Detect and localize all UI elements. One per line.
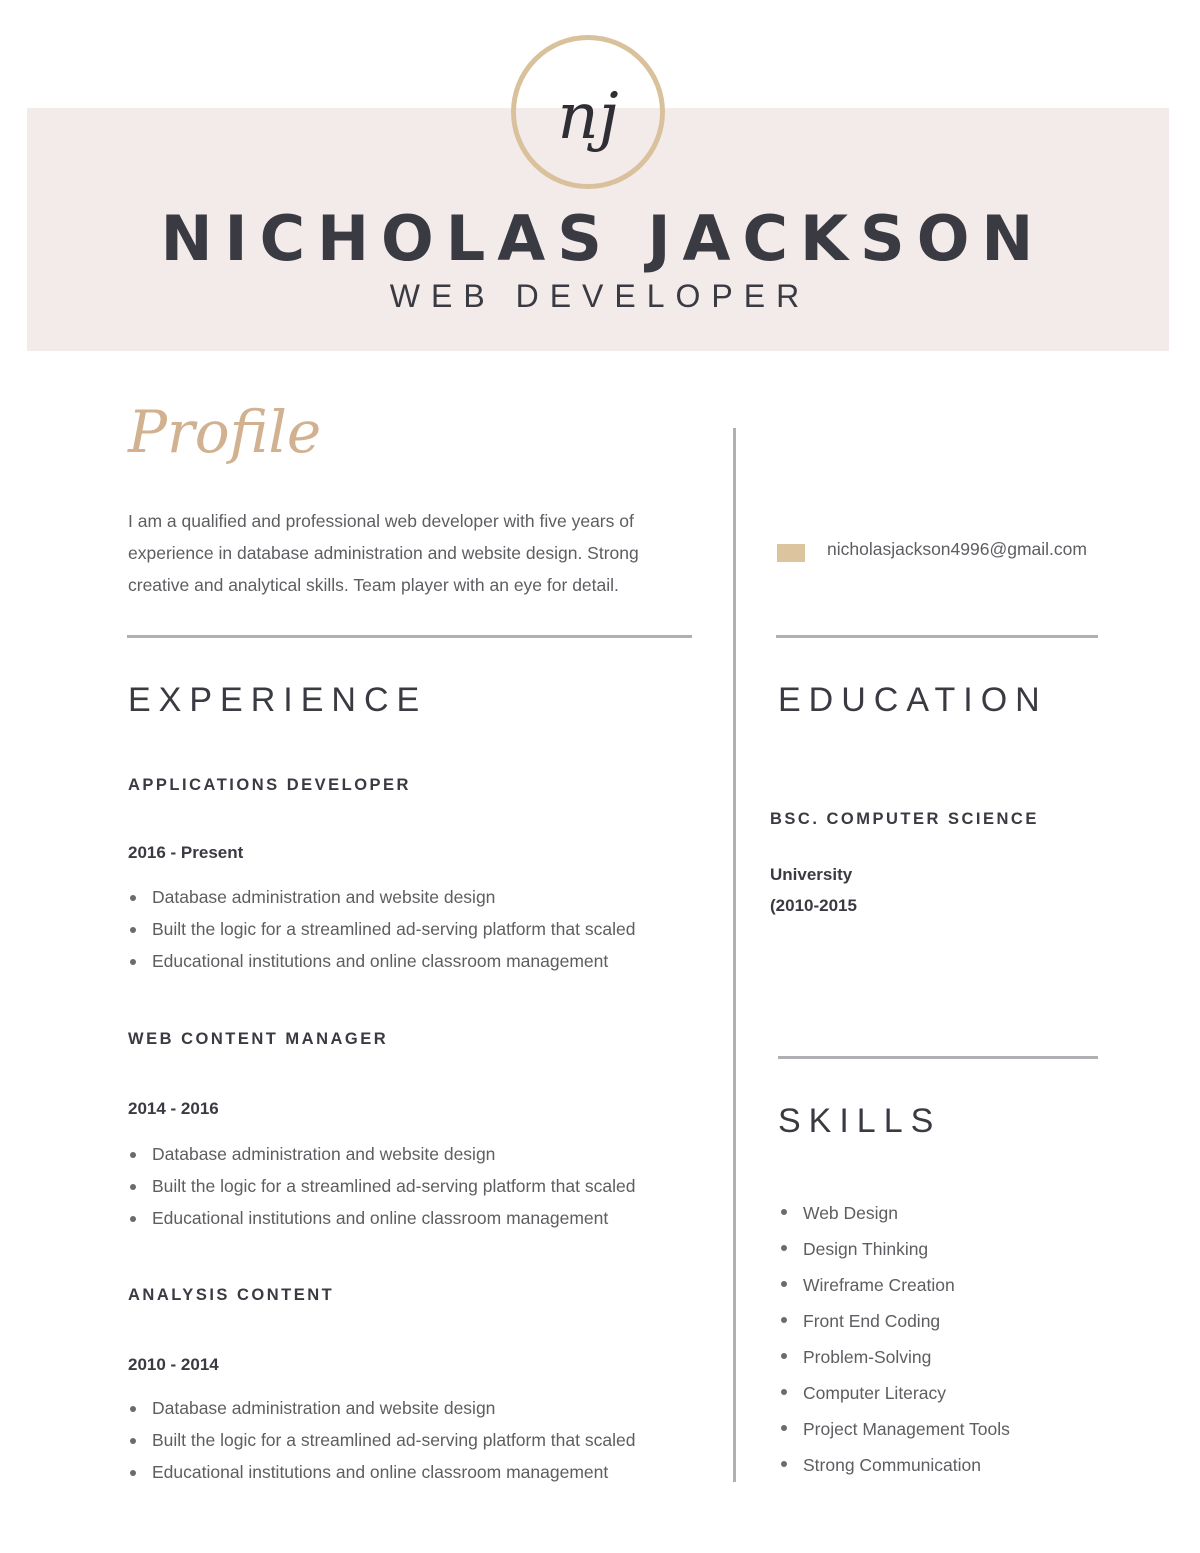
profile-heading: Profile	[128, 398, 322, 466]
skill-item: Front End Coding	[779, 1303, 1010, 1339]
education-degree: BSC. COMPUTER SCIENCE	[770, 810, 1039, 828]
list-item: Built the logic for a streamlined ad-serving platform that scaled	[128, 1424, 635, 1456]
job-role: ANALYSIS CONTENT	[128, 1286, 335, 1304]
right-divider-bottom	[778, 1056, 1098, 1059]
job-bullets	[128, 1392, 635, 1488]
education-heading: EDUCATION	[778, 681, 1048, 719]
skill-item: Wireframe Creation	[779, 1267, 1010, 1303]
job-dates: 2010 - 2014	[128, 1355, 219, 1374]
skills-heading: SKILLS	[778, 1102, 942, 1140]
list-item: Educational institutions and online classroom management	[128, 1202, 635, 1234]
list-item: Database administration and website design	[128, 1138, 635, 1170]
list-item: Database administration and website design	[128, 1392, 635, 1424]
job-bullets	[128, 881, 635, 977]
email-address[interactable]: nicholasjackson4996@gmail.com	[827, 539, 1087, 559]
column-divider	[733, 428, 736, 1482]
list-item: Built the logic for a streamlined ad-serving platform that scaled	[128, 1170, 635, 1202]
list-item: Educational institutions and online classroom management	[128, 1456, 635, 1488]
right-divider-top	[776, 635, 1098, 638]
job-dates: 2016 - Present	[128, 843, 244, 862]
education-years: (2010-2015	[770, 896, 857, 915]
job-bullets	[128, 1138, 635, 1234]
svg-text:nj: nj	[557, 80, 619, 154]
skill-item: Strong Communication	[779, 1447, 1010, 1483]
job-role: WEB CONTENT MANAGER	[128, 1030, 389, 1048]
education-school: University	[770, 865, 853, 884]
skill-item: Computer Literacy	[779, 1375, 1010, 1411]
skill-item: Problem-Solving	[779, 1339, 1010, 1375]
skill-item: Web Design	[779, 1195, 1010, 1231]
job-role: APPLICATIONS DEVELOPER	[128, 776, 411, 794]
job-dates: 2014 - 2016	[128, 1099, 219, 1118]
list-item: Built the logic for a streamlined ad-serving platform that scaled	[128, 913, 635, 945]
monogram-logo	[511, 35, 665, 189]
skill-item: Project Management Tools	[779, 1411, 1010, 1447]
skill-item: Design Thinking	[779, 1231, 1010, 1267]
list-item: Database administration and website design	[128, 881, 635, 913]
experience-heading: EXPERIENCE	[128, 681, 428, 719]
candidate-title: WEB DEVELOPER	[389, 278, 811, 314]
list-item: Educational institutions and online classroom management	[128, 945, 635, 977]
email-icon	[777, 544, 805, 562]
candidate-name: NICHOLAS JACKSON	[160, 202, 1046, 275]
left-divider	[127, 635, 692, 638]
profile-summary: I am a qualified and professional web developer with five years of experience in database administration and website design. Strong creative and analytical skills. Team player with an eye for detail.	[128, 511, 639, 595]
skills-list	[779, 1195, 1010, 1483]
